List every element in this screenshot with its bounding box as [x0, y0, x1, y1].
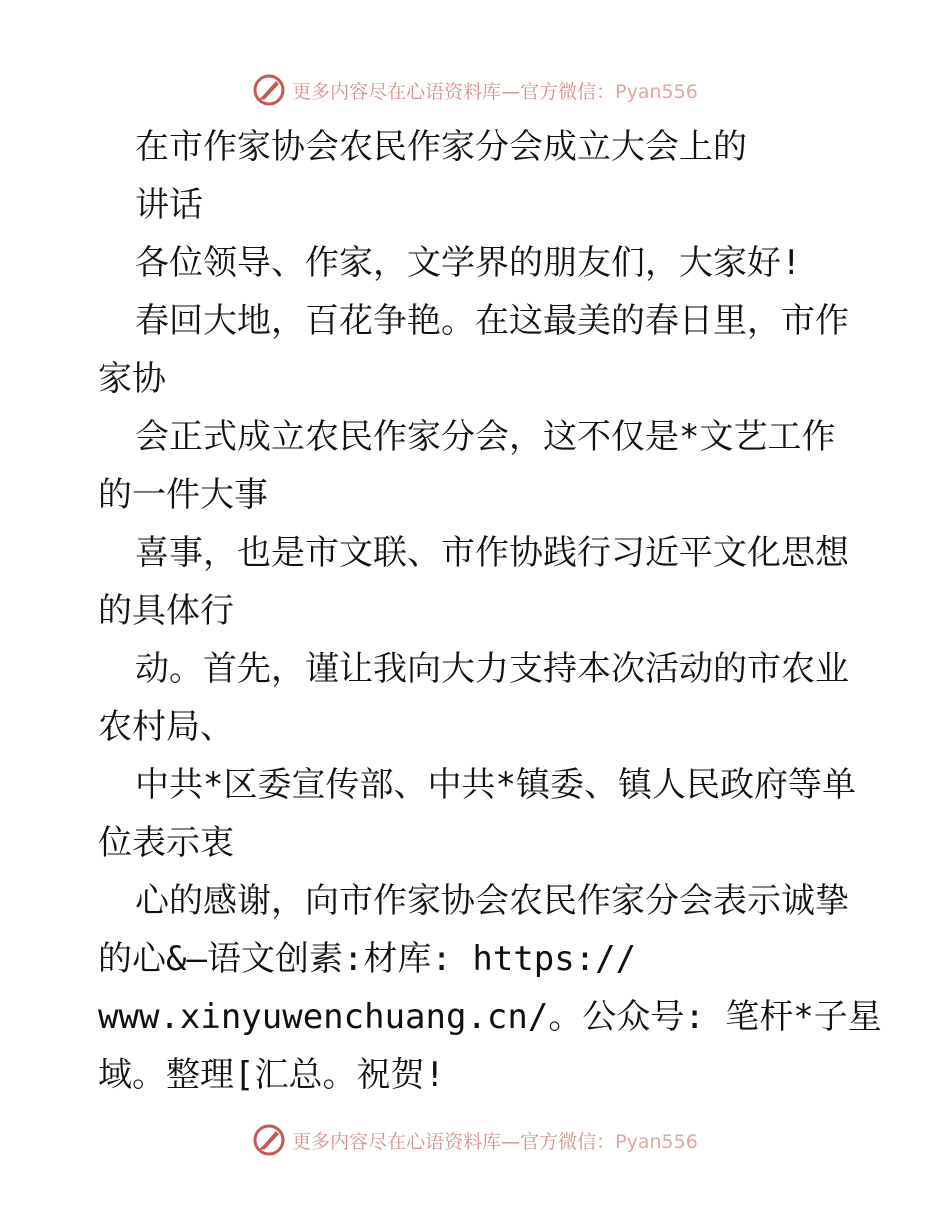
- paragraph-line: 动。首先，谨让我向大力支持本次活动的市农业: [135, 649, 849, 689]
- paragraph-line: 位表示衷: [98, 823, 234, 863]
- watermark-text: 更多内容尽在心语资料库—官方微信：Pyan556: [292, 1130, 698, 1153]
- paragraph-line: www.xinyuwenchuang.cn/。公众号: 笔杆*子星: [98, 997, 882, 1037]
- doc-title-line-2: 讲话: [135, 185, 203, 225]
- paragraph-line: 春回大地，百花争艳。在这最美的春日里，市作: [135, 301, 849, 341]
- paragraph-line: 的一件大事: [98, 475, 268, 515]
- watermark-text: 更多内容尽在心语资料库—官方微信：Pyan556: [292, 80, 698, 103]
- quill-logo-icon: [252, 1123, 286, 1157]
- footer-watermark: [0, 1120, 950, 1160]
- paragraph-line: 的具体行: [98, 591, 234, 631]
- paragraph-line: 中共*区委宣传部、中共*镇委、镇人民政府等单: [135, 765, 856, 805]
- paragraph-line: 的心&—语文创素:材库: https://: [98, 939, 637, 979]
- paragraph-line: 心的感谢，向市作家协会农民作家分会表示诚挚: [135, 881, 849, 921]
- wechat-id: Pyan556: [615, 80, 698, 103]
- doc-title-line-1: 在市作家协会农民作家分会成立大会上的: [135, 127, 747, 167]
- paragraph-line: 家协: [98, 359, 166, 399]
- greeting-line: 各位领导、作家，文学界的朋友们，大家好!: [135, 243, 802, 283]
- paragraph-line: 农村局、: [98, 707, 234, 747]
- paragraph-line: 域。整理[汇总。祝贺!: [98, 1055, 445, 1095]
- paragraph-line: 会正式成立农民作家分会，这不仅是*文艺工作: [135, 417, 836, 457]
- paragraph-line: 喜事，也是市文联、市作协践行习近平文化思想: [135, 533, 849, 573]
- wechat-id: Pyan556: [615, 1130, 698, 1153]
